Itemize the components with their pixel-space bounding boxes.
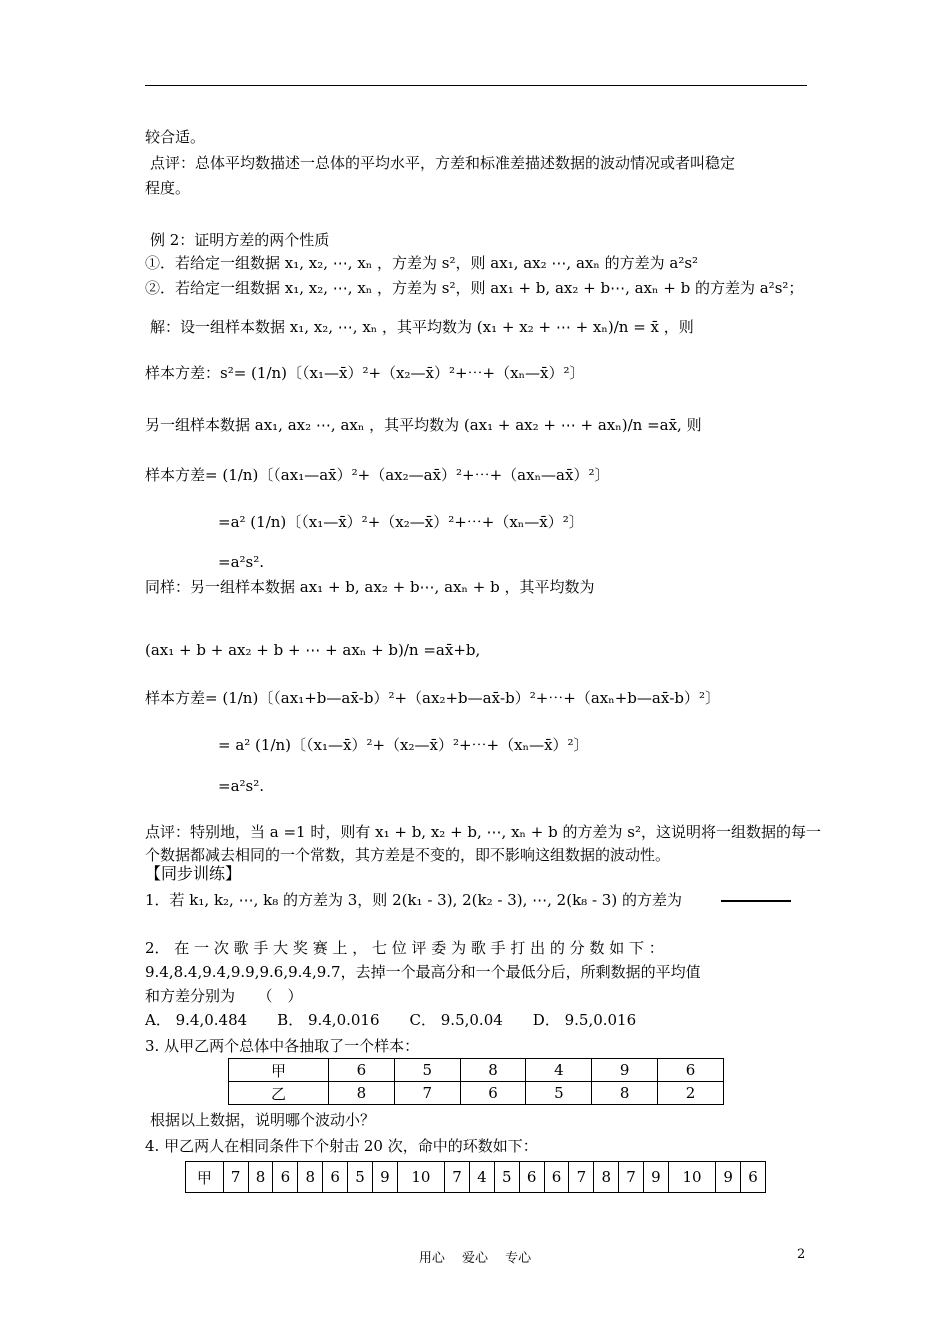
- table-cell: 6: [273, 1162, 298, 1193]
- formula-line: 样本方差= (1/n)〔（ax₁+b—ax̄-b）²+（ax₂+b—ax̄-b）²+⋯+（axₙ+b—ax̄-b）²〕: [145, 689, 720, 707]
- table-cell: 6: [519, 1162, 544, 1193]
- table-row: 乙 8 7 6 5 8 2: [229, 1082, 724, 1105]
- table-cell: 6: [741, 1162, 766, 1193]
- text-line: 点评：总体平均数描述一总体的平均水平，方差和标准差描述数据的波动情况或者叫稳定: [150, 154, 736, 172]
- table-cell: 8: [298, 1162, 323, 1193]
- formula-line: 样本方差= (1/n)〔（ax₁—ax̄）²+（ax₂—ax̄）²+⋯+（axₙ—ax̄）²〕: [145, 466, 610, 484]
- text-line: 根据以上数据，说明哪个波动小？: [150, 1111, 376, 1129]
- table-cell: 7: [223, 1162, 248, 1193]
- formula-line: 同样：另一组样本数据 ax₁ + b, ax₂ + b⋯, axₙ + b ，其平均数为: [145, 578, 595, 596]
- exercise-2: 9.4,8.4,9.4,9.9,9.6,9.4,9.7，去掉一个最高分和一个最低分后，所剩数据的平均值: [145, 963, 701, 981]
- table-cell: 7: [569, 1162, 594, 1193]
- section-title: 【同步训练】: [145, 864, 242, 883]
- formula-line: 另一组样本数据 ax₁, ax₂ ⋯, axₙ ，其平均数为 (ax₁ + ax₂ + ⋯ + axₙ)/n =ax̄, 则: [145, 416, 702, 434]
- table-cell: 5: [348, 1162, 373, 1193]
- table-cell: 8: [248, 1162, 273, 1193]
- formula-line: (ax₁ + b + ax₂ + b + ⋯ + axₙ + b)/n =ax̄+b,: [145, 641, 481, 659]
- table-row: 甲 6 5 8 4 9 6: [229, 1059, 724, 1082]
- exercise-4: 4. 甲乙两人在相同条件下个射击 20 次，命中的环数如下：: [145, 1137, 538, 1155]
- table-cell: 甲: [186, 1162, 224, 1193]
- table-cell: 5: [494, 1162, 519, 1193]
- exercise-2-options: A． 9.4,0.484 B． 9.4,0.016 C． 9.5,0.04 D． 9.5,0.016: [145, 1011, 637, 1029]
- formula-line: =a²s².: [218, 553, 265, 571]
- table-cell: 6: [544, 1162, 569, 1193]
- exercise-2: 和方差分别为 （ ）: [145, 987, 303, 1005]
- text-line: 程度。: [145, 179, 191, 197]
- answer-blank: [721, 900, 791, 902]
- table-cell: 9: [644, 1162, 669, 1193]
- formula-line: = a² (1/n)〔（x₁—x̄）²+（x₂—x̄）²+⋯+（xₙ—x̄）²〕: [218, 736, 589, 754]
- sample-table: [228, 1058, 724, 1105]
- text-line: 点评：特别地，当 a =1 时，则有 x₁ + b, x₂ + b, ⋯, xₙ + b 的方差为 s²，这说明将一组数据的每一: [145, 823, 821, 841]
- page-number: 2: [797, 1247, 806, 1262]
- text-line: 较合适。: [145, 128, 206, 146]
- table-cell: 9: [716, 1162, 741, 1193]
- footer: 用心 爱心 专心: [418, 1251, 532, 1266]
- table-cell: 8: [594, 1162, 619, 1193]
- text-line: 个数据都减去相同的一个常数，其方差是不变的，即不影响这组数据的波动性。: [145, 846, 671, 864]
- table-cell: 10: [668, 1162, 715, 1193]
- header-rule: [145, 85, 807, 86]
- formula-line: 样本方差：s²= (1/n)〔（x₁—x̄）²+（x₂—x̄）²+⋯+（xₙ—x̄）²〕: [145, 364, 585, 382]
- table-cell: 7: [619, 1162, 644, 1193]
- table-row: [186, 1162, 766, 1193]
- table-cell: 10: [397, 1162, 444, 1193]
- formula-line: =a² (1/n)〔（x₁—x̄）²+（x₂—x̄）²+⋯+（xₙ—x̄）²〕: [218, 513, 584, 531]
- example-title: 例 2：证明方差的两个性质: [150, 231, 330, 249]
- table-cell: 9: [372, 1162, 397, 1193]
- exercise-2: 2． 在 一 次 歌 手 大 奖 赛 上 ， 七 位 评 委 为 歌 手 打 出 的 分 数 如 下 ：: [145, 939, 664, 957]
- table-cell: 4: [469, 1162, 494, 1193]
- formula-line: =a²s².: [218, 777, 265, 795]
- property-2: ②．若给定一组数据 x₁, x₂, ⋯, xₙ ，方差为 s²，则 ax₁ + b, ax₂ + b⋯, axₙ + b 的方差为 a²s²；: [145, 279, 804, 297]
- exercise-3: 3. 从甲乙两个总体中各抽取了一个样本：: [145, 1037, 420, 1055]
- solution-line: 解：设一组样本数据 x₁, x₂, ⋯, xₙ ，其平均数为 (x₁ + x₂ + ⋯ + xₙ)/n = x̄ ，则: [150, 318, 694, 336]
- exercise-1: 1．若 k₁, k₂, ⋯, k₈ 的方差为 3，则 2(k₁ - 3), 2(k₂ - 3), ⋯, 2(k₈ - 3) 的方差为: [145, 891, 682, 909]
- table-cell: 6: [323, 1162, 348, 1193]
- table-cell: 7: [445, 1162, 470, 1193]
- shooting-table: [185, 1161, 766, 1193]
- property-1: ①．若给定一组数据 x₁, x₂, ⋯, xₙ ，方差为 s²，则 ax₁, ax₂ ⋯, axₙ 的方差为 a²s²: [145, 254, 699, 272]
